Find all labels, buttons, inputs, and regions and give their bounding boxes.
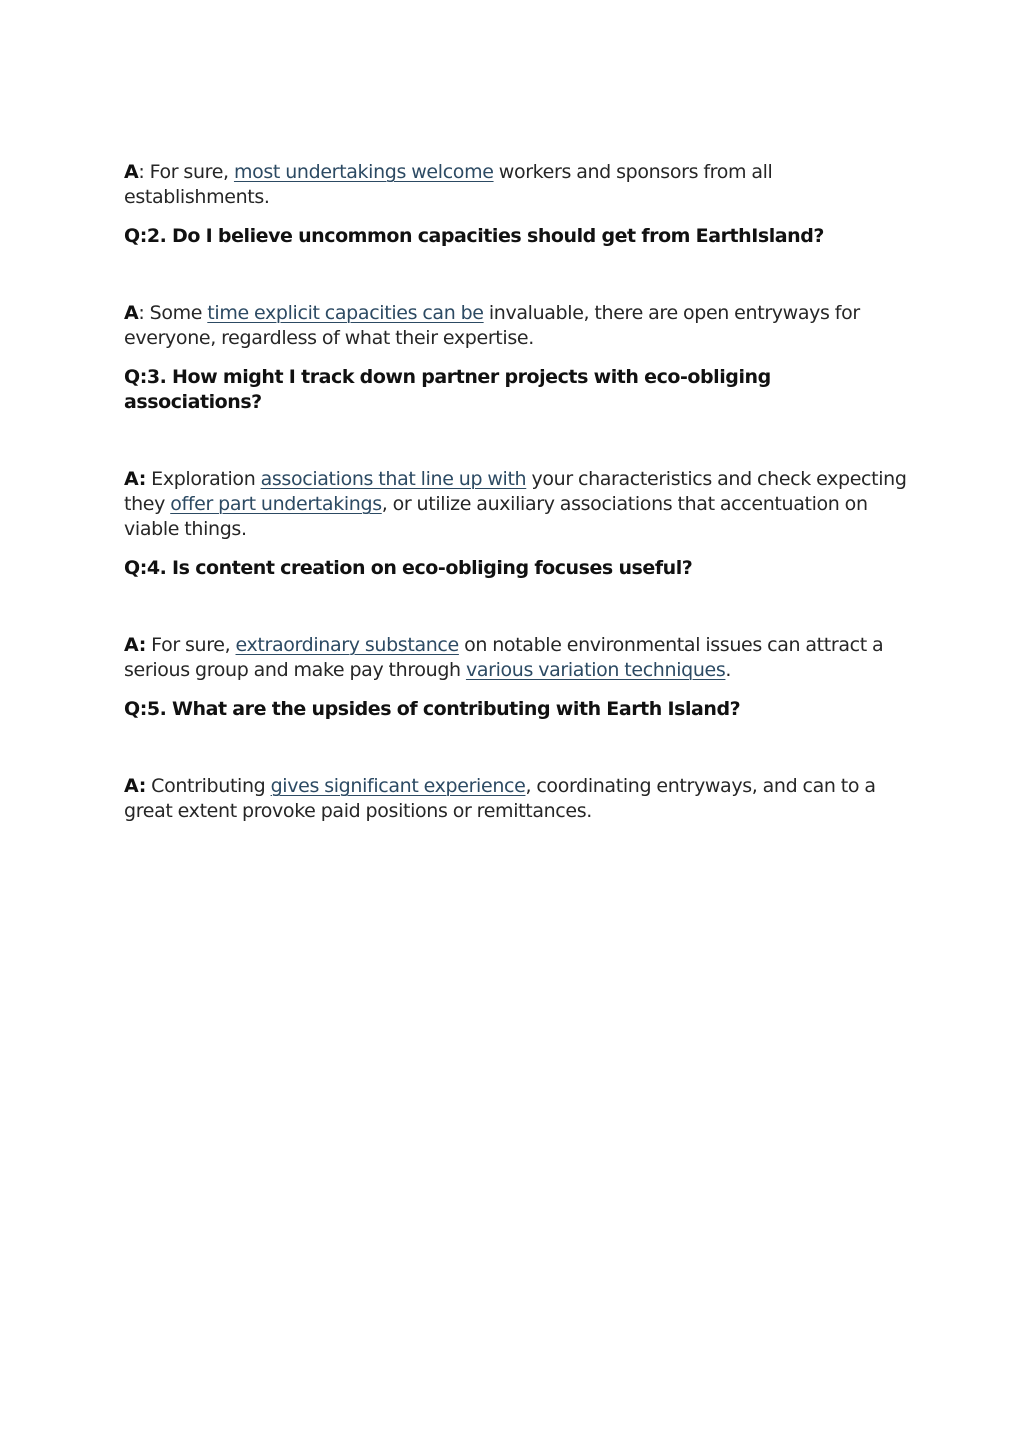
answer-text: , or utilize auxiliary associations that accentuation on viable things.	[124, 493, 868, 540]
answer-text: Exploration	[151, 468, 261, 490]
question-4: Q:4. Is content creation on eco-obliging focuses useful?	[124, 557, 693, 579]
answer-label: A	[124, 302, 139, 324]
answer-separator: :	[138, 161, 150, 183]
question-2: Q:2. Do I believe uncommon capacities should get from EarthIsland?	[124, 225, 824, 247]
answer-link[interactable]: extraordinary substance	[235, 634, 459, 656]
document-page	[124, 160, 914, 824]
answer-link-2[interactable]: various variation techniques	[465, 659, 726, 681]
answer-1	[124, 160, 914, 210]
answer-label: A:	[124, 775, 146, 797]
answer-label: A:	[124, 634, 146, 656]
question-3: Q:3. How might I track down partner projects with eco-obliging associations?	[124, 366, 771, 413]
answer-separator: :	[138, 302, 150, 324]
answer-label: A	[124, 161, 139, 183]
answer-text: workers and sponsors from all establishments.	[124, 161, 773, 208]
answer-5	[124, 774, 914, 824]
answer-link[interactable]: gives significant experience	[270, 775, 526, 797]
answer-text: invaluable, there are open entryways for everyone, regardless of what their expertise.	[124, 302, 860, 349]
answer-text: Some	[149, 302, 208, 324]
answer-3	[124, 467, 914, 542]
answer-link[interactable]: associations that line up with	[260, 468, 527, 490]
answer-4	[124, 633, 914, 683]
answer-2	[124, 301, 914, 351]
answer-text: your characteristics and check expecting they	[124, 468, 907, 515]
answer-text: on notable environmental issues can attract a serious group and make pay through	[124, 634, 884, 681]
answer-text: For sure,	[149, 161, 234, 183]
answer-text: Contributing	[151, 775, 271, 797]
answer-link[interactable]: most undertakings welcome	[233, 161, 494, 183]
answer-link[interactable]: time explicit capacities can be	[207, 302, 484, 324]
answer-text: .	[725, 659, 732, 681]
answer-text: For sure,	[151, 634, 236, 656]
answer-label: A:	[124, 468, 146, 490]
question-5: Q:5. What are the upsides of contributing with Earth Island?	[124, 698, 741, 720]
answer-text: , coordinating entryways, and can to a great extent provoke paid positions or remittances.	[124, 775, 876, 822]
answer-link-2[interactable]: offer part undertakings	[170, 493, 382, 515]
